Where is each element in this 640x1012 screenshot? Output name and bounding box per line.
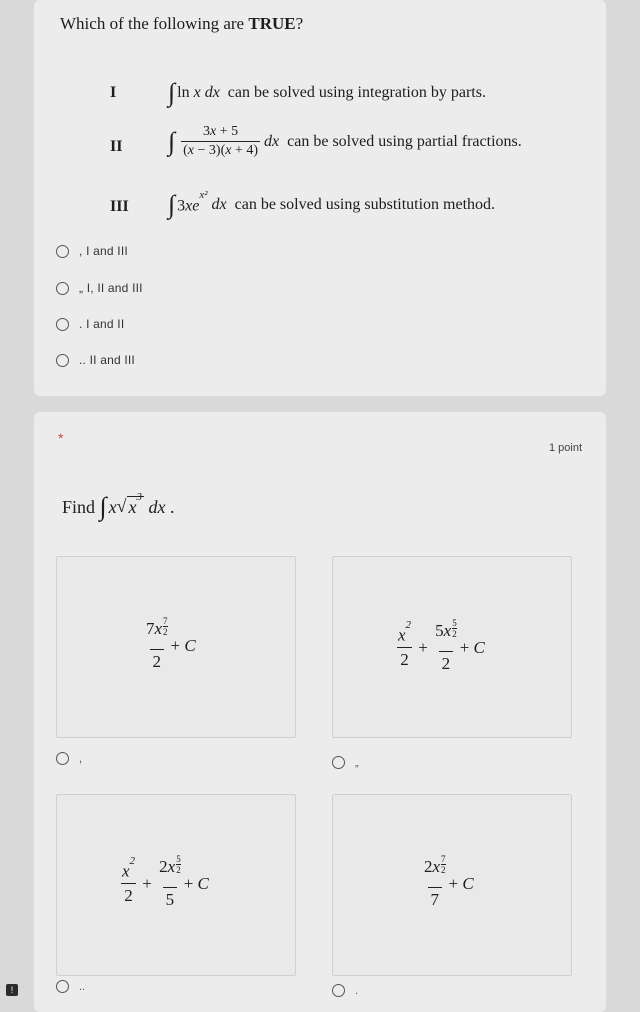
alert-badge-icon: ! <box>6 984 18 996</box>
choice-image-d[interactable] <box>332 794 572 976</box>
answer-option-3[interactable]: . I and II <box>56 317 124 331</box>
radio-button[interactable] <box>56 318 69 331</box>
answer-option-4[interactable]: .. II and III <box>56 353 135 367</box>
choice-image-b[interactable] <box>332 556 572 738</box>
required-marker: * <box>58 430 64 446</box>
question-card-2 <box>34 412 606 1012</box>
points-label: 1 point <box>548 442 582 454</box>
radio-button[interactable] <box>56 282 69 295</box>
radio-button[interactable] <box>56 980 69 993</box>
statement-1: ∫ ln x dx can be solved using integration by parts. <box>168 78 486 107</box>
radio-button[interactable] <box>332 984 345 997</box>
choice-option-a[interactable]: , <box>56 752 82 765</box>
statement-2: ∫ $\frac{3x + 5}{(x - 3)(x + 4)}$ dx can be solved using partial fractions. <box>168 124 522 158</box>
radio-button[interactable] <box>332 756 345 769</box>
choice-option-b[interactable]: „ <box>332 756 359 769</box>
answer-option-1[interactable]: , I and III <box>56 244 128 258</box>
expression: $x^2$ 2 + 5x $\frac{5}{2}$ 2 + C <box>398 618 485 673</box>
choice-option-c[interactable]: .. <box>56 980 85 993</box>
radio-button[interactable] <box>56 354 69 367</box>
statement-numeral: I <box>110 84 117 101</box>
choice-image-c[interactable] <box>56 794 296 976</box>
question-card-1 <box>34 0 606 396</box>
expression: 2x $\frac{7}{2}$ 7 + C <box>424 854 474 909</box>
statement-3: ∫ $3xe^{x^2}$ dx can be solved using substitution method. <box>168 188 496 219</box>
expression: $x^2$ 2 + 2x $\frac{5}{2}$ 5 + C <box>122 854 209 909</box>
question-title: Which of the following are TRUE? <box>60 14 304 33</box>
statement-numeral: II <box>110 138 123 155</box>
expression: 7x $\frac{7}{2}$ 2 + C <box>146 616 196 671</box>
statement-numeral: III <box>110 198 129 215</box>
answer-option-2[interactable]: „ I, II and III <box>56 281 143 295</box>
question-prompt: Find ∫ x √ $x^3$ dx . <box>62 491 175 521</box>
radio-button[interactable] <box>56 245 69 258</box>
choice-option-d[interactable]: . <box>332 984 358 997</box>
choice-image-a[interactable] <box>56 556 296 738</box>
radio-button[interactable] <box>56 752 69 765</box>
